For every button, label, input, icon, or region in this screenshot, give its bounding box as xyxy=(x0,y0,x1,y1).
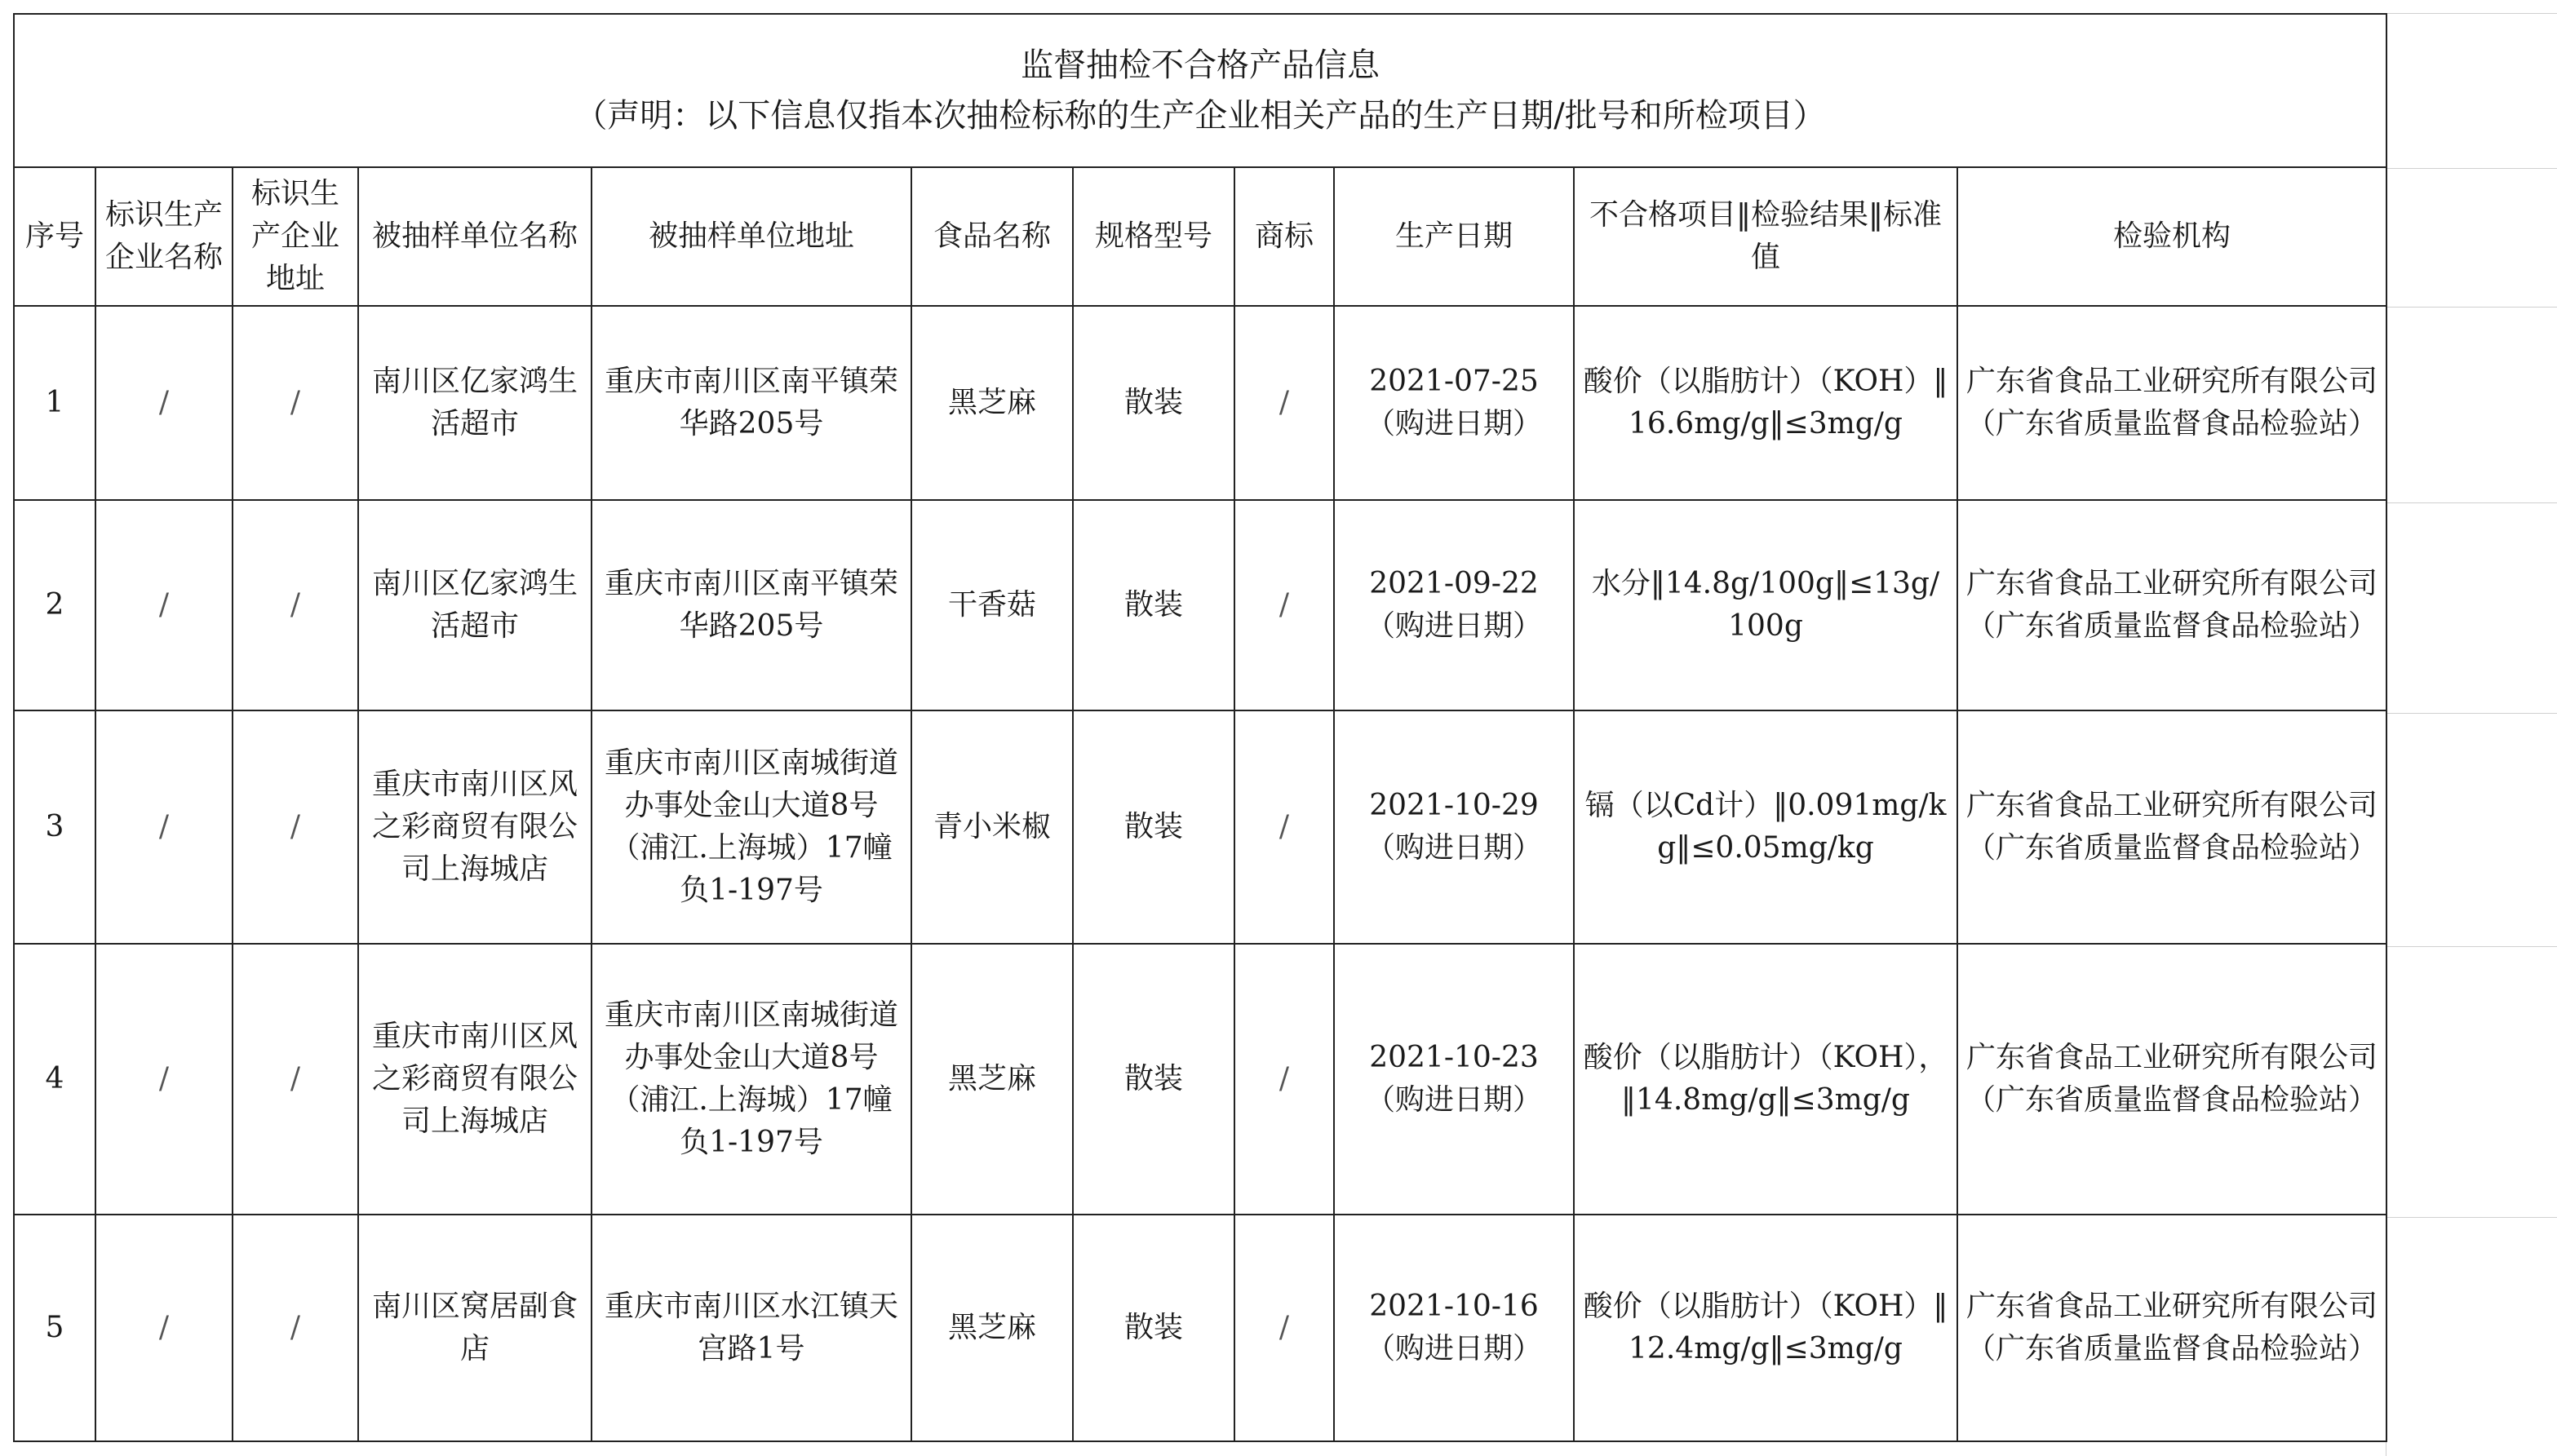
title-main: 监督抽检不合格产品信息 xyxy=(1021,46,1380,84)
header-agency: 检验机构 xyxy=(1957,167,2386,306)
cell-result: 酸价（以脂肪计）（KOH）‖12.4mg/g‖≤3mg/g xyxy=(1574,1215,1957,1441)
cell-mfr-addr: / xyxy=(233,500,358,710)
cell-brand: / xyxy=(1234,306,1334,500)
cell-spec: 散装 xyxy=(1073,710,1234,944)
cell-unit-addr: 重庆市南川区南平镇荣华路205号 xyxy=(592,306,911,500)
sheet-gridline xyxy=(2386,168,2557,169)
date-value: 2021-09-22 xyxy=(1369,567,1539,600)
cell-food: 干香菇 xyxy=(911,500,1073,710)
cell-agency: 广东省食品工业研究所有限公司（广东省质量监督食品检验站） xyxy=(1957,710,2386,944)
cell-brand: / xyxy=(1234,1215,1334,1441)
cell-brand: / xyxy=(1234,944,1334,1215)
table-row xyxy=(14,500,2386,710)
table-row xyxy=(14,710,2386,944)
cell-date xyxy=(1334,710,1574,944)
cell-mfr-name: / xyxy=(95,306,233,500)
cell-unit-addr: 重庆市南川区南城街道办事处金山大道8号（浦江.上海城）17幢负1-197号 xyxy=(592,710,911,944)
cell-brand: / xyxy=(1234,710,1334,944)
cell-seq: 2 xyxy=(14,500,95,710)
header-food: 食品名称 xyxy=(911,167,1073,306)
header-row xyxy=(14,167,2386,306)
date-value: 2021-10-16 xyxy=(1369,1290,1539,1323)
cell-spec: 散装 xyxy=(1073,306,1234,500)
inspection-sheet xyxy=(13,13,2387,1442)
cell-agency: 广东省食品工业研究所有限公司（广东省质量监督食品检验站） xyxy=(1957,1215,2386,1441)
sheet-gridline xyxy=(2386,502,2557,503)
cell-spec: 散装 xyxy=(1073,1215,1234,1441)
cell-result: 镉（以Cd计）‖0.091mg/kg‖≤0.05mg/kg xyxy=(1574,710,1957,944)
header-spec: 规格型号 xyxy=(1073,167,1234,306)
cell-spec: 散装 xyxy=(1073,500,1234,710)
cell-date xyxy=(1334,1215,1574,1441)
cell-food: 黑芝麻 xyxy=(911,1215,1073,1441)
sheet-gridline xyxy=(2386,946,2557,947)
cell-brand: / xyxy=(1234,500,1334,710)
cell-unit-addr: 重庆市南川区南平镇荣华路205号 xyxy=(592,500,911,710)
inspection-table xyxy=(13,13,2387,1442)
cell-result: 水分‖14.8g/100g‖≤13g/100g xyxy=(1574,500,1957,710)
cell-mfr-addr: / xyxy=(233,944,358,1215)
cell-seq: 1 xyxy=(14,306,95,500)
cell-agency: 广东省食品工业研究所有限公司（广东省质量监督食品检验站） xyxy=(1957,500,2386,710)
cell-mfr-addr: / xyxy=(233,306,358,500)
table-title xyxy=(14,14,2386,167)
header-mfr-addr: 标识生产企业地址 xyxy=(233,167,358,306)
table-row xyxy=(14,1215,2386,1441)
cell-unit-name: 南川区亿家鸿生活超市 xyxy=(358,306,592,500)
date-note: （购进日期） xyxy=(1365,1332,1542,1365)
header-unit-name: 被抽样单位名称 xyxy=(358,167,592,306)
cell-unit-addr: 重庆市南川区水江镇天宫路1号 xyxy=(592,1215,911,1441)
date-note: （购进日期） xyxy=(1365,831,1542,865)
date-value: 2021-10-23 xyxy=(1369,1041,1539,1074)
cell-mfr-name: / xyxy=(95,1215,233,1441)
cell-mfr-addr: / xyxy=(233,710,358,944)
sheet-gridline xyxy=(2386,713,2557,714)
date-value: 2021-10-29 xyxy=(1369,789,1539,822)
table-row xyxy=(14,944,2386,1215)
cell-unit-name: 南川区亿家鸿生活超市 xyxy=(358,500,592,710)
cell-date xyxy=(1334,944,1574,1215)
cell-date xyxy=(1334,500,1574,710)
cell-result: 酸价（以脂肪计）（KOH）‖16.6mg/g‖≤3mg/g xyxy=(1574,306,1957,500)
cell-seq: 3 xyxy=(14,710,95,944)
header-date: 生产日期 xyxy=(1334,167,1574,306)
header-unit-addr: 被抽样单位地址 xyxy=(592,167,911,306)
header-brand: 商标 xyxy=(1234,167,1334,306)
cell-food: 青小米椒 xyxy=(911,710,1073,944)
cell-food: 黑芝麻 xyxy=(911,306,1073,500)
header-result: 不合格项目‖检验结果‖标准值 xyxy=(1574,167,1957,306)
cell-food: 黑芝麻 xyxy=(911,944,1073,1215)
cell-mfr-name: / xyxy=(95,944,233,1215)
cell-seq: 5 xyxy=(14,1215,95,1441)
cell-result: 酸价（以脂肪计）（KOH），‖14.8mg/g‖≤3mg/g xyxy=(1574,944,1957,1215)
date-note: （购进日期） xyxy=(1365,1083,1542,1117)
date-note: （购进日期） xyxy=(1365,609,1542,643)
header-mfr-name: 标识生产企业名称 xyxy=(95,167,233,306)
sheet-gridline xyxy=(2386,307,2557,308)
date-note: （购进日期） xyxy=(1365,407,1542,440)
table-row xyxy=(14,306,2386,500)
sheet-gridline xyxy=(2386,1217,2557,1218)
cell-spec: 散装 xyxy=(1073,944,1234,1215)
cell-date xyxy=(1334,306,1574,500)
cell-agency: 广东省食品工业研究所有限公司（广东省质量监督食品检验站） xyxy=(1957,944,2386,1215)
cell-agency: 广东省食品工业研究所有限公司（广东省质量监督食品检验站） xyxy=(1957,306,2386,500)
date-value: 2021-07-25 xyxy=(1369,365,1539,398)
cell-unit-name: 重庆市南川区风之彩商贸有限公司上海城店 xyxy=(358,944,592,1215)
header-seq: 序号 xyxy=(14,167,95,306)
sheet-gridline xyxy=(2386,13,2557,14)
cell-unit-name: 南川区窝居副食店 xyxy=(358,1215,592,1441)
cell-unit-addr: 重庆市南川区南城街道办事处金山大道8号（浦江.上海城）17幢负1-197号 xyxy=(592,944,911,1215)
cell-unit-name: 重庆市南川区风之彩商贸有限公司上海城店 xyxy=(358,710,592,944)
title-disclaimer: （声明：以下信息仅指本次抽检标称的生产企业相关产品的生产日期/批号和所检项目） xyxy=(574,97,1826,135)
cell-mfr-name: / xyxy=(95,500,233,710)
cell-seq: 4 xyxy=(14,944,95,1215)
cell-mfr-name: / xyxy=(95,710,233,944)
cell-mfr-addr: / xyxy=(233,1215,358,1441)
